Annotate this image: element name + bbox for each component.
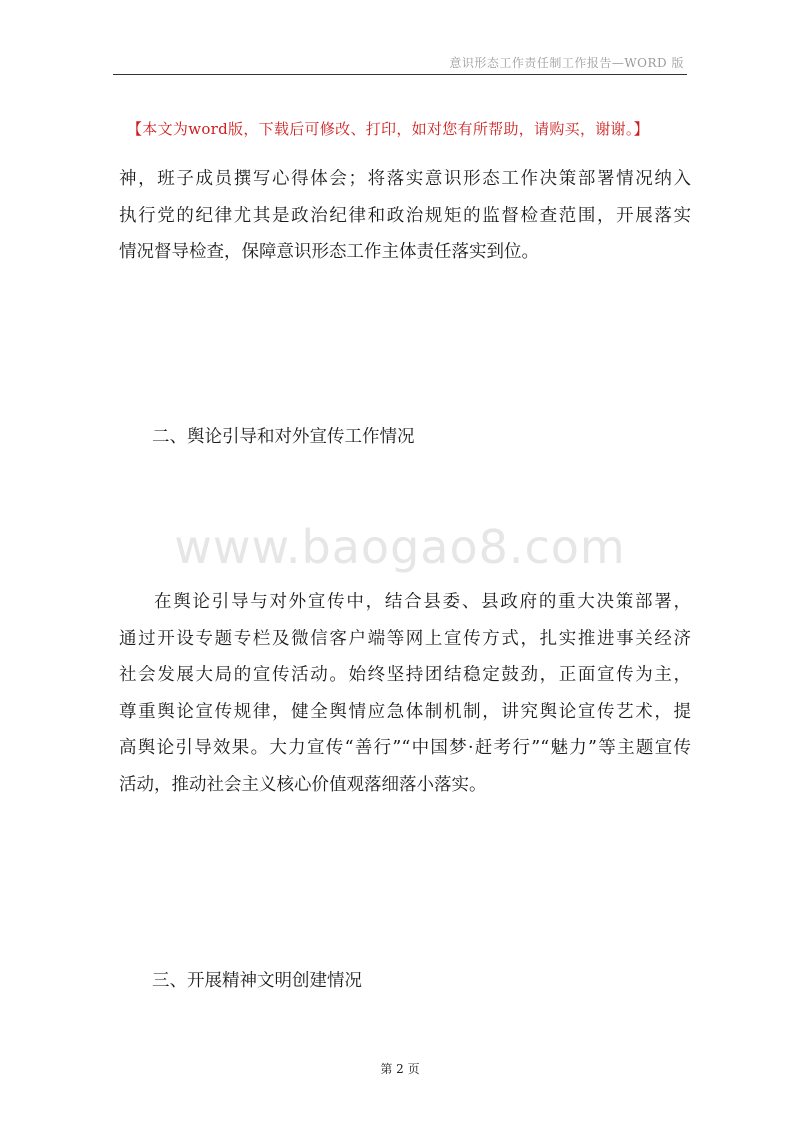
section-heading-2: 二、舆论引导和对外宣传工作情况 bbox=[152, 427, 415, 447]
paragraph-line: 高舆论引导效果。大力宣传“善行”“中国梦·赶考行”“魅力”等主题宣传 bbox=[119, 738, 691, 759]
paragraph-continuation bbox=[119, 161, 691, 271]
paragraph-line: 在舆论引导与对外宣传中，结合县委、县政府的重大决策部署， bbox=[154, 592, 691, 612]
paragraph-public-opinion bbox=[119, 584, 691, 804]
paragraph-line: 执行党的纪律尤其是政治纪律和政治规矩的监督检查范围，开展落实 bbox=[119, 205, 691, 226]
paragraph-line: 活动，推动社会主义核心价值观落细落小落实。 bbox=[119, 774, 487, 795]
paragraph-line: 通过开设专题专栏及微信客户端等网上宣传方式，扎实推进事关经济 bbox=[119, 628, 691, 649]
section-heading-3: 三、开展精神文明创建情况 bbox=[152, 971, 362, 991]
paragraph-line: 尊重舆论宣传规律，健全舆情应急体制机制，讲究舆论宣传艺术，提 bbox=[119, 701, 691, 722]
site-watermark: www.baogao8.com bbox=[174, 520, 626, 574]
header-divider bbox=[113, 74, 687, 75]
paragraph-line: 神，班子成员撰写心得体会；将落实意识形态工作决策部署情况纳入 bbox=[119, 169, 691, 189]
running-header: 意识形态工作责任制工作报告—WORD 版 bbox=[449, 56, 684, 70]
paragraph-line: 社会发展大局的宣传活动。始终坚持团结稳定鼓劲，正面宣传为主， bbox=[119, 665, 691, 686]
paragraph-line: 情况督导检查，保障意识形态工作主体责任落实到位。 bbox=[119, 242, 539, 263]
page-number: 第 2 页 bbox=[380, 1062, 420, 1076]
download-notice: 【本文为word版，下载后可修改、打印，如对您有所帮助，请购买，谢谢。】 bbox=[127, 120, 649, 138]
